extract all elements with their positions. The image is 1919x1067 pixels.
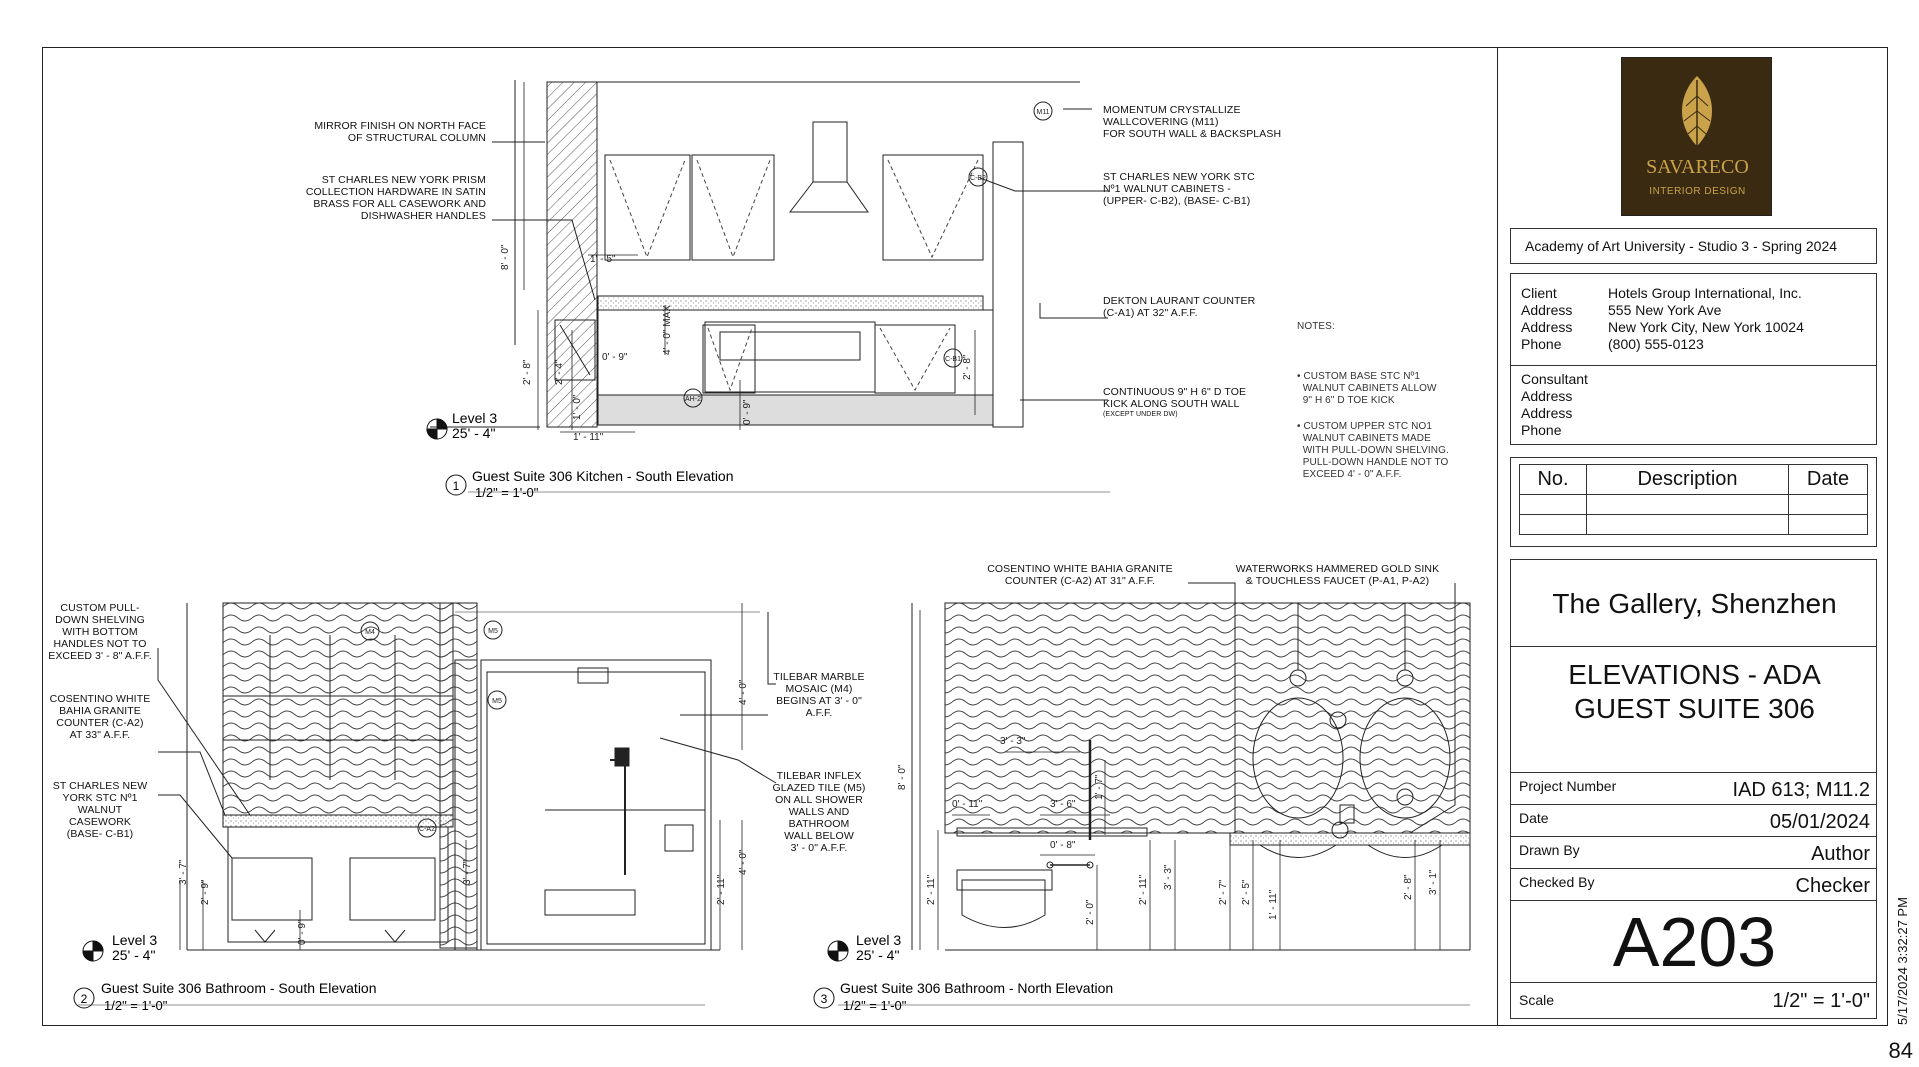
note-wallcovering: MOMENTUM CRYSTALLIZE WALLCOVERING (M11) FOR SOUTH WALL & BACKSPLASH xyxy=(1103,104,1282,140)
view-2-title: Guest Suite 306 Bathroom - South Elevation xyxy=(101,980,377,996)
notes-title: NOTES: xyxy=(1297,321,1335,332)
rev-header-desc: Description xyxy=(1587,465,1789,495)
dim: 2' - 7" xyxy=(1218,879,1229,905)
dim: 4' - 0" xyxy=(738,849,749,875)
dim: 3' - 7" xyxy=(462,859,473,885)
rev-cell xyxy=(1520,495,1587,515)
field-value-checked-by: Checker xyxy=(1795,875,1870,897)
rev-cell xyxy=(1789,515,1868,535)
tag-ca2: C-A2 xyxy=(419,826,435,833)
bath-north-elevation xyxy=(838,583,1470,1005)
dim: 8' - 0" xyxy=(500,244,511,270)
level-1-elev: 25' - 4" xyxy=(452,425,496,441)
dim: 2' - 9" xyxy=(200,879,211,905)
project-name: The Gallery, Shenzhen xyxy=(1552,588,1837,619)
view-3-number: 3 xyxy=(820,992,828,1006)
rev-cell xyxy=(1587,495,1789,515)
client-values: Hotels Group International, Inc. 555 New York Ave New York City, New York 10024 (800) 555-0123 xyxy=(1608,285,1804,352)
field-value-date: 05/01/2024 xyxy=(1769,811,1870,833)
level-2-elev: 25' - 4" xyxy=(112,947,156,963)
field-label-drawn-by: Drawn By xyxy=(1519,842,1580,858)
note-cabinets: ST CHARLES NEW YORK STC Nº1 WALNUT CABINETS - (UPPER- C-B2), (BASE- C-B1) xyxy=(1103,171,1255,207)
note-1: • CUSTOM BASE STC Nº1 WALNUT CABINETS ALLOW 9" H 6" D TOE KICK xyxy=(1297,371,1437,406)
view-3-scale: 1/2" = 1'-0" xyxy=(843,998,907,1013)
view-2-scale: 1/2" = 1'-0" xyxy=(104,998,168,1013)
field-label-project-number: Project Number xyxy=(1519,778,1617,794)
dim: 3' - 1" xyxy=(1428,869,1439,895)
rev-header-no: No. xyxy=(1520,465,1587,495)
logo-brand: SAVARECO xyxy=(1646,156,1749,178)
academy-text: Academy of Art University - Studio 3 - Spring 2024 xyxy=(1525,238,1838,254)
note-bath-granite: COSENTINO WHITE BAHIA GRANITE COUNTER (C-A2) AT 33" A.F.F. xyxy=(49,693,151,741)
level-2-name: Level 3 xyxy=(112,932,158,948)
academy-box xyxy=(1510,228,1877,264)
dim: 0' - 11" xyxy=(952,799,983,810)
field-value-project-number: IAD 613; M11.2 xyxy=(1732,779,1870,801)
revisions-box xyxy=(1510,457,1877,547)
sheet-title-line-2: GUEST SUITE 306 xyxy=(1574,693,1815,724)
rev-cell xyxy=(1520,515,1587,535)
dim: 3' - 6" xyxy=(1050,799,1076,810)
client-labels: Client Address Address Phone xyxy=(1521,285,1573,352)
dim: 2' - 8" xyxy=(962,354,973,380)
dim: 3' - 3" xyxy=(1000,736,1026,747)
tag-ah2: AH-2 xyxy=(685,396,701,403)
field-label-date: Date xyxy=(1519,810,1549,826)
note-counter: DEKTON LAURANT COUNTER (C-A1) AT 32" A.F.F. xyxy=(1103,295,1256,319)
dim: 1' - 7" xyxy=(1094,774,1105,800)
view-1-scale: 1/2" = 1'-0" xyxy=(475,485,539,500)
print-timestamp: 5/17/2024 3:32:27 PM xyxy=(1895,897,1910,1025)
dim: 0' - 9" xyxy=(602,352,628,363)
rev-header-date: Date xyxy=(1789,465,1868,495)
field-value-drawn-by: Author xyxy=(1811,843,1870,865)
logo xyxy=(1621,57,1772,216)
dim: 2' - 8" xyxy=(1403,874,1414,900)
level-3-name: Level 3 xyxy=(856,932,902,948)
dim: 3' - 7" xyxy=(178,859,189,885)
client-box xyxy=(1510,273,1877,445)
rev-cell xyxy=(1789,495,1868,515)
tag-m5b: M5 xyxy=(492,698,502,705)
note-casework: ST CHARLES NEW YORK STC Nº1 WALNUT CASEWORK (BASE- C-B1) xyxy=(52,780,148,840)
note-mirror-finish: MIRROR FINISH ON NORTH FACE OF STRUCTURAL COLUMN xyxy=(314,120,486,144)
sheet-number: A203 xyxy=(1612,903,1777,981)
dim: 0' - 9" xyxy=(742,399,753,425)
dim: 0' - 8" xyxy=(1050,840,1076,851)
dim: 1' - 11" xyxy=(1268,889,1279,920)
dim: 2' - 11" xyxy=(926,874,937,905)
rev-cell xyxy=(1587,515,1789,535)
note-shelving: CUSTOM PULL- DOWN SHELVING WITH BOTTOM HANDLES NOT TO EXCEED 3' - 8" A.F.F. xyxy=(48,602,152,662)
kitchen-elevation xyxy=(430,80,1110,492)
sheet-title-line-1: ELEVATIONS - ADA xyxy=(1568,659,1821,690)
dim: 2' - 8" xyxy=(522,359,533,385)
dim: 1' - 0" xyxy=(572,394,583,420)
note-north-granite: COSENTINO WHITE BAHIA GRANITE COUNTER (C-A2) AT 31" A.F.F. xyxy=(987,563,1173,587)
project-box xyxy=(1510,559,1877,1019)
dim: 2' - 5" xyxy=(1241,879,1252,905)
note-marble: TILEBAR MARBLE MOSAIC (M4) BEGINS AT 3' - 0" A.F.F. xyxy=(773,671,865,719)
note-hardware: ST CHARLES NEW YORK PRISM COLLECTION HARDWARE IN SATIN BRASS FOR ALL CASEWORK AND DISHWASHER HANDLES xyxy=(305,174,486,222)
note-inflex: TILEBAR INFLEX GLAZED TILE (M5) ON ALL SHOWER WALLS AND BATHROOM WALL BELOW 3' - 0" A.F.F. xyxy=(772,770,866,854)
dim: 2' - 11" xyxy=(716,874,727,905)
dim: 3' - 3" xyxy=(1163,864,1174,890)
note-toekick: CONTINUOUS 9" H 6" D TOE KICK ALONG SOUTH WALL (EXCEPT UNDER DW) xyxy=(1103,386,1247,418)
consultant-labels: Consultant Address Address Phone xyxy=(1521,371,1588,438)
tag-m4: M4 xyxy=(365,629,375,636)
dim: 1' - 5" xyxy=(590,254,616,265)
dim: 2' - 11" xyxy=(1138,874,1149,905)
logo-sub: INTERIOR DESIGN xyxy=(1649,186,1746,197)
note-2: • CUSTOM UPPER STC NO1 WALNUT CABINETS MADE WITH PULL-DOWN SHELVING. PULL-DOWN HANDLE NOT TO EXCEED 4' - 0" A.F.F. xyxy=(1297,421,1449,480)
dim: 0' - 9" xyxy=(297,919,308,945)
tag-m11: M11 xyxy=(1036,109,1050,116)
revisions-table xyxy=(1519,464,1868,535)
dim: 2' - 4" xyxy=(554,359,565,385)
view-1-number: 1 xyxy=(452,479,460,493)
level-3-elev: 25' - 4" xyxy=(856,947,900,963)
note-sink: WATERWORKS HAMMERED GOLD SINK & TOUCHLESS FAUCET (P-A1, P-A2) xyxy=(1235,563,1440,587)
dim: 1' - 11" xyxy=(573,432,604,443)
dim: 2' - 0" xyxy=(1085,899,1096,925)
tag-cb1: C-B1 xyxy=(945,356,961,363)
page-number: 84 xyxy=(1888,1038,1913,1063)
scale-label: Scale xyxy=(1519,992,1555,1008)
leaf-icon xyxy=(1622,66,1773,156)
dim: 4' - 0" xyxy=(738,679,749,705)
view-1-title: Guest Suite 306 Kitchen - South Elevation xyxy=(472,468,734,484)
level-1-name: Level 3 xyxy=(452,410,498,426)
field-label-checked-by: Checked By xyxy=(1519,874,1595,890)
scale-value: 1/2" = 1'-0" xyxy=(1772,990,1870,1012)
dim: 4' - 0" MAX xyxy=(662,305,673,355)
bath-south-elevation xyxy=(78,603,776,1005)
tag-m5: M5 xyxy=(488,628,498,635)
dim: 8' - 0" xyxy=(897,764,908,790)
view-3-title: Guest Suite 306 Bathroom - North Elevation xyxy=(840,980,1114,996)
view-2-number: 2 xyxy=(80,992,88,1006)
tag-cb2: C-B2 xyxy=(970,175,986,182)
